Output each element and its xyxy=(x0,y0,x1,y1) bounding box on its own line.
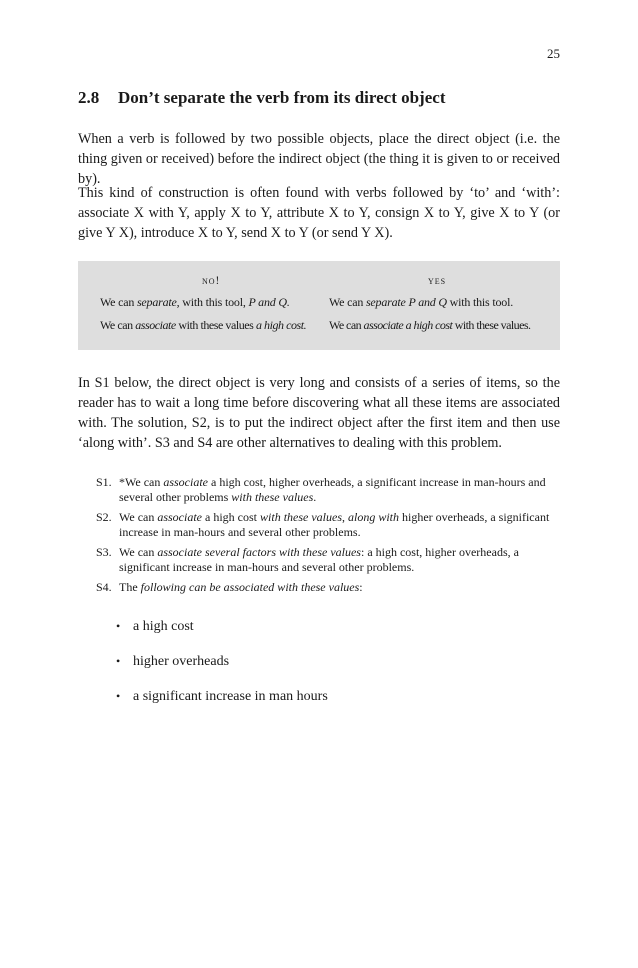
paragraph-intro: When a verb is followed by two possible objects, place the direct object (i.e. the thing given or received) before the indirect object (the thing it is given to or received by). xyxy=(78,131,560,187)
page-number: 25 xyxy=(547,46,560,61)
section-number: 2.8 xyxy=(78,88,100,107)
bullet-list xyxy=(116,616,556,721)
column-header-no: no! xyxy=(202,275,221,287)
sentence-label: S1. xyxy=(96,475,112,489)
section-heading xyxy=(78,88,560,108)
example-table xyxy=(78,261,560,350)
list-item: • higher overheads xyxy=(116,651,556,686)
section-title: Don’t separate the verb from its direct object xyxy=(118,88,446,107)
sentence-s2: S2. We can associate a high cost with these values, along with higher overheads, a significant increase in man-hours and several other problems. xyxy=(96,510,550,539)
example-yes-row1: We can separate P and Q with this tool. xyxy=(329,295,513,309)
sentence-label: S4. xyxy=(96,580,112,594)
list-item: • a high cost xyxy=(116,616,556,651)
column-header-yes: yes xyxy=(428,275,447,287)
paragraph-verbs: This kind of construction is often found with verbs followed by ‘to’ and ‘with’: associate X with Y, apply X to Y, attribute X to Y, consign X to Y, give X to Y (or give Y X), introduce X to Y, send X to Y (or send Y X). xyxy=(78,185,560,241)
list-item: • a significant increase in man hours xyxy=(116,686,556,721)
sentence-list xyxy=(96,475,564,600)
sentence-label: S3. xyxy=(96,545,112,559)
sentence-s1: S1. *We can associate a high cost, higher overheads, a significant increase in man-hours and several other problems with these values. xyxy=(96,475,546,504)
paragraph-solution: In S1 below, the direct object is very long and consists of a series of items, so the reader has to wait a long time before discovering what all these items are associated with. The solution, S2, is to put the indirect object after the first item and then use ‘along with’. S3 and S4 are other alternatives to dealing with this problem. xyxy=(78,375,560,451)
example-no-row1: We can separate, with this tool, P and Q. xyxy=(100,295,290,309)
bullet-icon: • xyxy=(116,619,121,633)
sentence-s4: S4. The following can be associated with these values: xyxy=(96,580,363,594)
sentence-s3: S3. We can associate several factors with these values: a high cost, higher overheads, a significant increase in man-hours and several other problems. xyxy=(96,545,519,574)
example-yes-row2: We can associate a high cost with these values. xyxy=(329,318,531,332)
bullet-icon: • xyxy=(116,689,121,703)
example-no-row2: We can associate with these values a high cost. xyxy=(100,318,307,332)
bullet-icon: • xyxy=(116,654,121,668)
sentence-label: S2. xyxy=(96,510,112,524)
